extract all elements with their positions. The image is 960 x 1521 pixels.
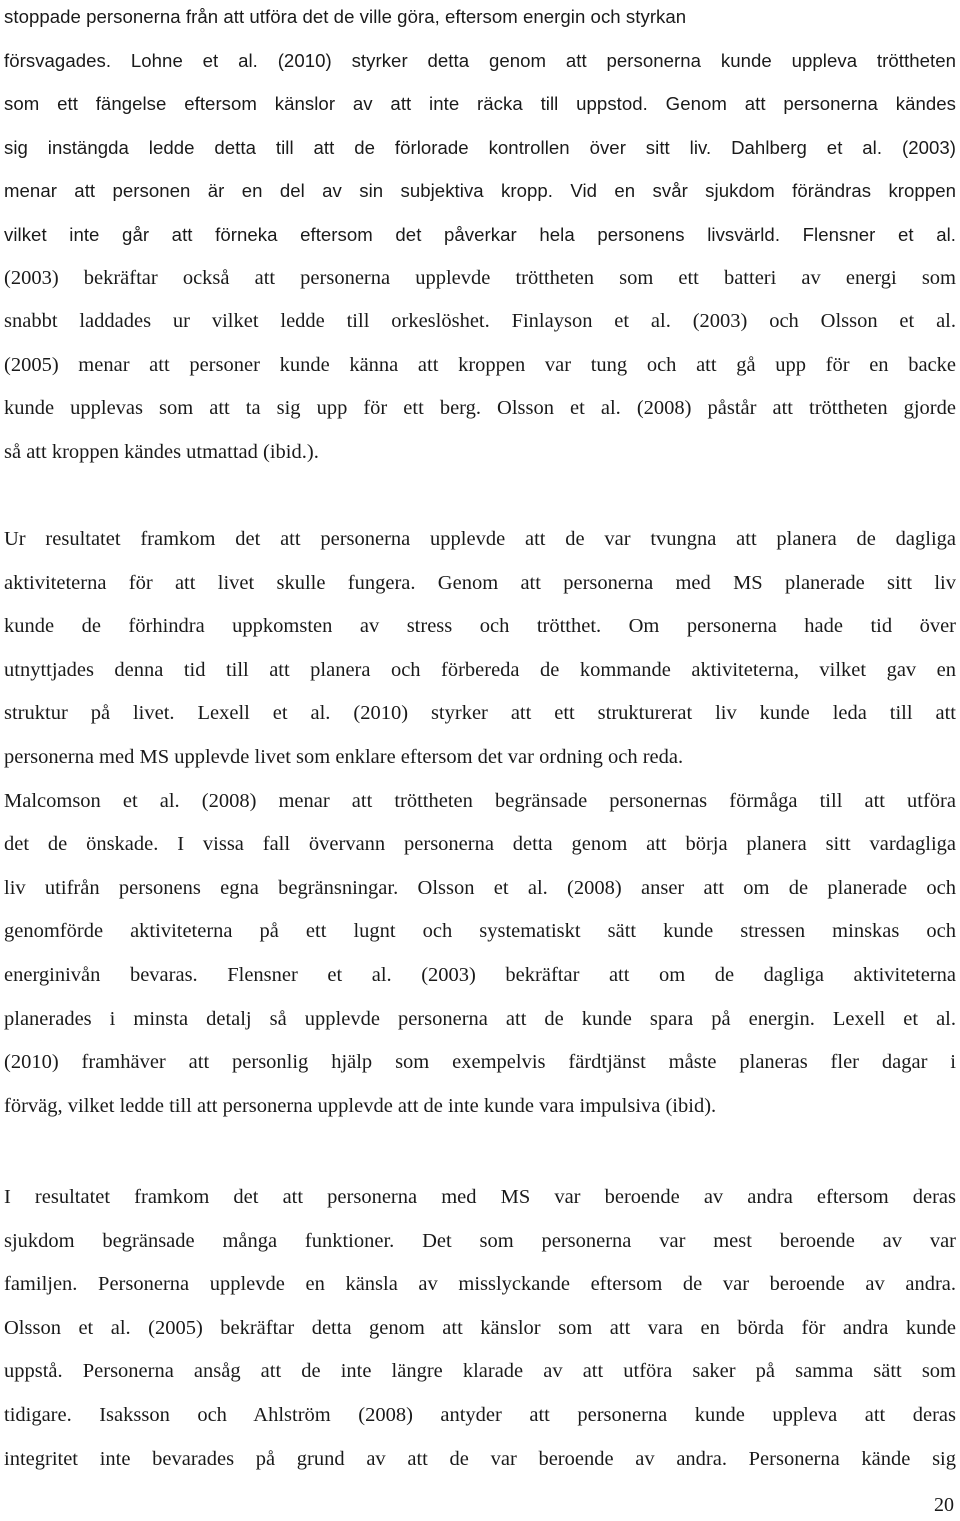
- text-line: (2003) bekräftar också att personerna upplevde tröttheten som ett batteri av energi som: [4, 266, 956, 289]
- text-line: vilket inte går att förneka eftersom det påverkar hela personens livsvärld. Flensner et al.: [4, 223, 956, 245]
- text-line: stoppade personerna från att utföra det de ville göra, eftersom energin och styrkan: [4, 6, 687, 27]
- text-line: som ett fängelse eftersom känslor av att inte räcka till uppstod. Genom att personerna kändes: [4, 93, 956, 115]
- text-line: utnyttjades denna tid till att planera och förbereda de kommande aktiviteterna, vilket gav en: [4, 658, 956, 681]
- paragraph-planning: [4, 518, 956, 1128]
- text-line: I resultatet framkom det att personerna med MS var beroende av andra eftersom deras: [4, 1186, 956, 1208]
- text-line: familjen. Personerna upplevde en känsla av misslyckande eftersom de var beroende av andra.: [4, 1273, 956, 1296]
- text-line: sjukdom begränsade många funktioner. Det som personerna var mest beroende av var: [4, 1229, 956, 1252]
- text-line: integritet inte bevarades på grund av att de var beroende av andra. Personerna kände sig: [4, 1447, 956, 1470]
- paragraph-fatigue: [4, 0, 956, 475]
- text-line: planerades i minsta detalj så upplevde personerna att de kunde spara på energin. Lexell et al.: [4, 1007, 956, 1030]
- page-number: 20: [934, 1494, 954, 1516]
- text-line: personerna med MS upplevde livet som enklare eftersom det var ordning och reda.: [4, 745, 684, 768]
- text-line: (2005) menar att personer kunde känna att kroppen var tung och att gå upp för en backe: [4, 353, 956, 376]
- text-line: (2010) framhäver att personlig hjälp som exempelvis färdtjänst måste planeras fler dagar i: [4, 1051, 956, 1074]
- text-line: sig instängda ledde detta till att de förlorade kontrollen över sitt liv. Dahlberg et al. (2003): [4, 136, 956, 158]
- text-line: kunde upplevas som att ta sig upp för ett berg. Olsson et al. (2008) påstår att tröttheten gjorde: [4, 397, 956, 420]
- text-line: Ur resultatet framkom det att personerna upplevde att de var tvungna att planera de dagliga: [4, 528, 956, 550]
- text-line: det de önskade. I vissa fall övervann personerna detta genom att börja planera sitt vardagliga: [4, 833, 956, 856]
- text-line: aktiviteterna för att livet skulle fungera. Genom att personerna med MS planerade sitt liv: [4, 571, 956, 594]
- text-line: menar att personen är en del av sin subjektiva kropp. Vid en svår sjukdom förändras kroppen: [4, 180, 956, 202]
- text-line: genomförde aktiviteterna på ett lugnt och systematiskt sätt kunde stressen minskas och: [4, 920, 956, 943]
- text-line: snabbt laddades ur vilket ledde till orkeslöshet. Finlayson et al. (2003) och Olsson et al.: [4, 310, 956, 333]
- text-line: Malcomson et al. (2008) menar att tröttheten begränsade personernas förmåga till att utföra: [4, 789, 956, 812]
- text-line: tidigare. Isaksson och Ahlström (2008) antyder att personerna kunde uppleva att deras: [4, 1403, 956, 1426]
- text-line: uppstå. Personerna ansåg att de inte längre klarade av att utföra saker på samma sätt som: [4, 1360, 956, 1383]
- text-line: så att kroppen kändes utmattad (ibid.).: [4, 440, 319, 463]
- text-line: struktur på livet. Lexell et al. (2010) styrker att ett strukturerat liv kunde leda till att: [4, 702, 956, 725]
- text-line: energinivån bevaras. Flensner et al. (2003) bekräftar att om de dagliga aktiviteterna: [4, 963, 956, 986]
- text-line: försvagades. Lohne et al. (2010) styrker detta genom att personerna kunde uppleva tröttheten: [4, 49, 956, 71]
- text-line: förväg, vilket ledde till att personerna upplevde att de inte kunde vara impulsiva (ibid).: [4, 1094, 717, 1117]
- text-line: liv utifrån personens egna begränsningar. Olsson et al. (2008) anser att om de planerade och: [4, 876, 956, 899]
- paragraph-dependence: [4, 1176, 956, 1481]
- text-line: Olsson et al. (2005) bekräftar detta genom att känslor som att vara en börda för andra kunde: [4, 1316, 956, 1339]
- text-line: kunde de förhindra uppkomsten av stress och trötthet. Om personerna hade tid över: [4, 615, 956, 638]
